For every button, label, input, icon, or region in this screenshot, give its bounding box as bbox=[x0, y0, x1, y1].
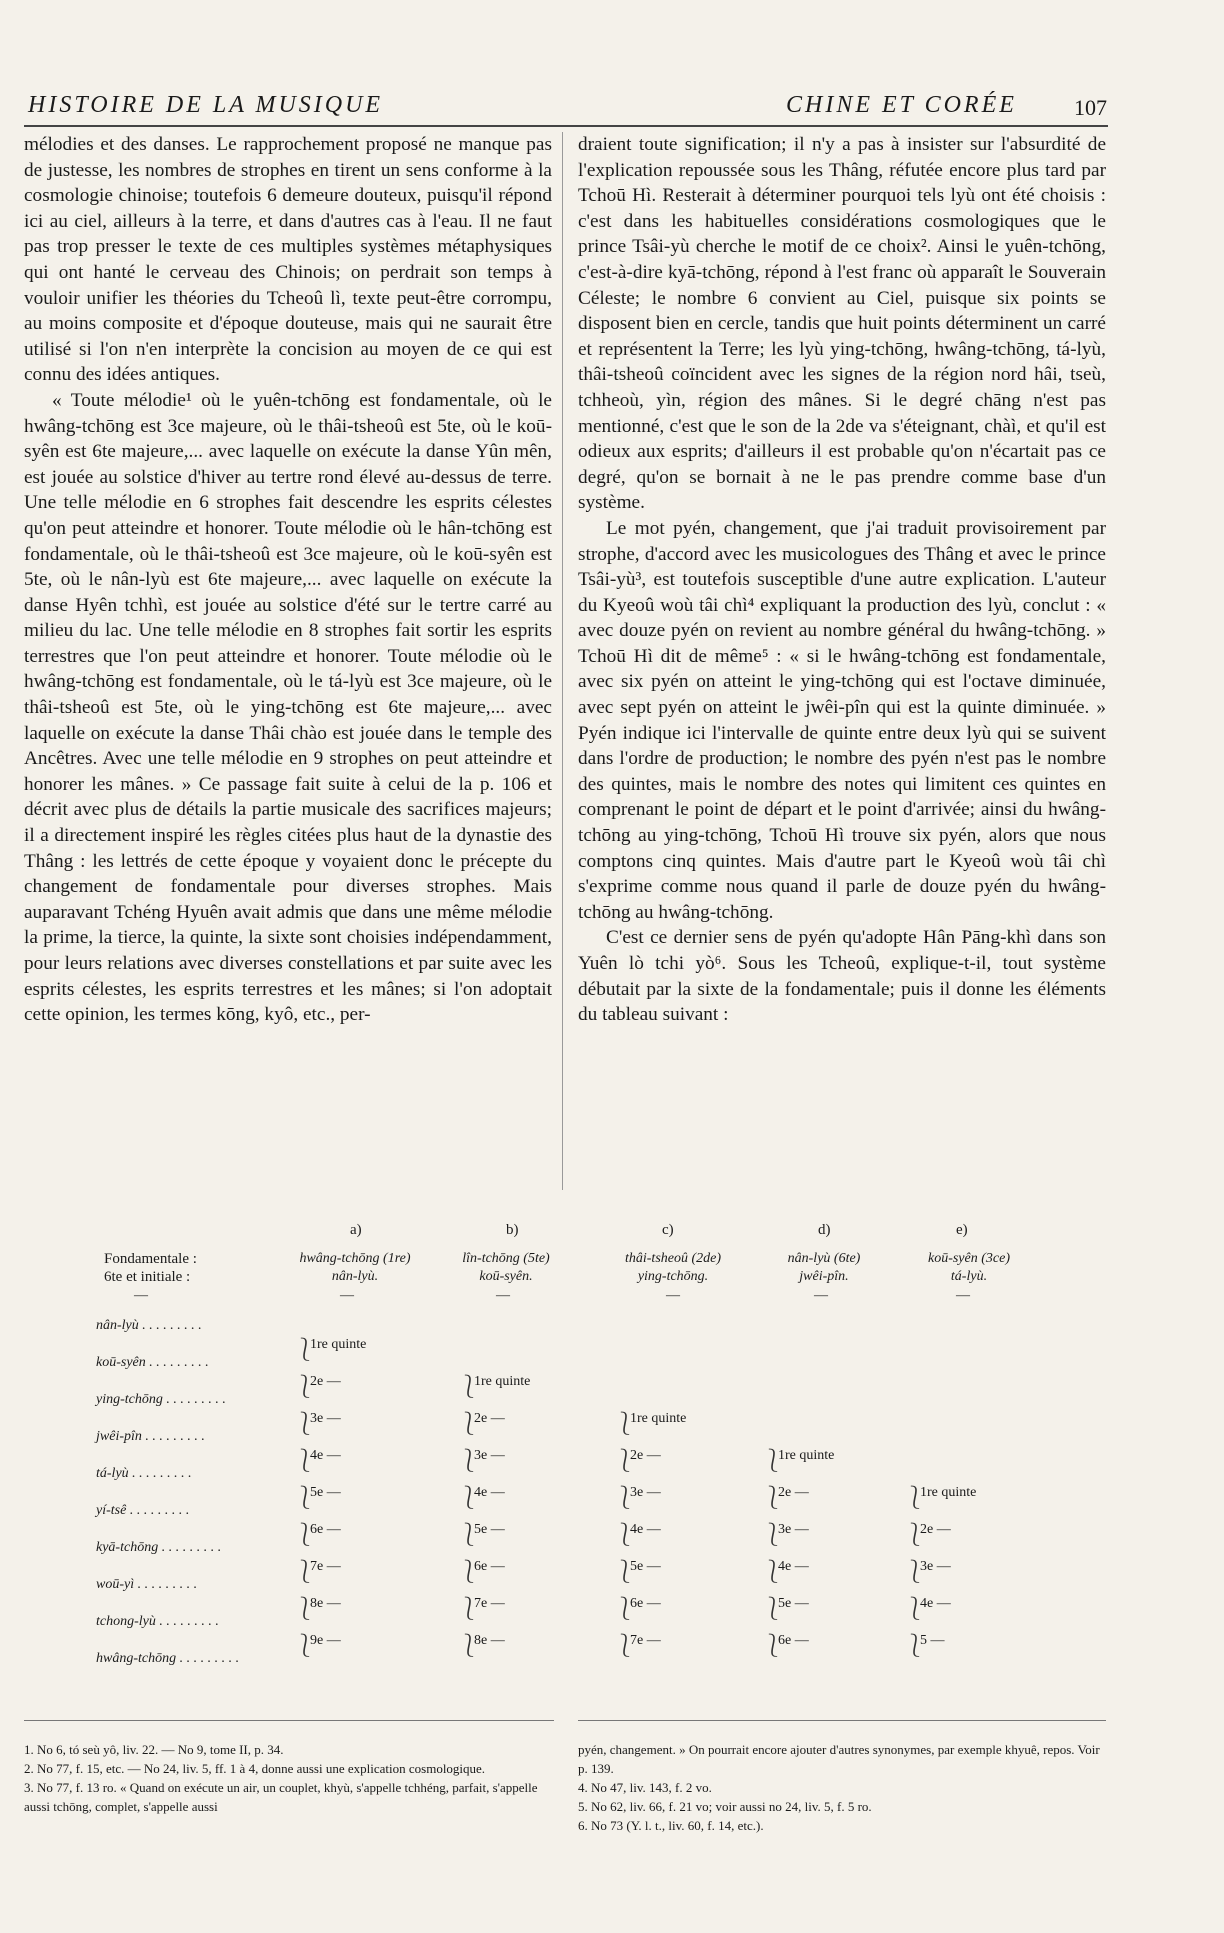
table-cell: 5e — bbox=[630, 1558, 661, 1574]
right-column bbox=[578, 132, 1106, 1028]
table-brace: ⎱ bbox=[614, 1410, 637, 1436]
header-dash: — bbox=[496, 1288, 510, 1303]
table-cell: 7e — bbox=[630, 1632, 661, 1648]
table-cell: 5e — bbox=[778, 1595, 809, 1611]
table-brace: ⎱ bbox=[294, 1373, 317, 1399]
table-row-label: hwâng-tchōng . . . . . . . . . bbox=[96, 1651, 240, 1666]
table-cell: 6e — bbox=[630, 1595, 661, 1611]
table-row-label: tá-lyù . . . . . . . . . bbox=[96, 1466, 192, 1481]
header-dash: — bbox=[956, 1288, 970, 1303]
header-dash: — bbox=[666, 1288, 680, 1303]
table-cell: 3e — bbox=[778, 1521, 809, 1537]
table-brace: ⎱ bbox=[614, 1632, 637, 1658]
page-number: 107 bbox=[1074, 95, 1107, 120]
table-brace: ⎱ bbox=[762, 1632, 785, 1658]
footnotes-right bbox=[578, 1740, 1106, 1835]
column-head-e-line-1: koū-syên (3ce) bbox=[927, 1251, 1010, 1266]
column-head-a bbox=[280, 1250, 430, 1286]
footnote-rule-left bbox=[24, 1720, 554, 1721]
table-cell: 1re quinte bbox=[630, 1410, 687, 1426]
column-head-b bbox=[436, 1250, 576, 1286]
table-cell: 3e — bbox=[630, 1484, 661, 1500]
table-row-label: jwêi-pîn . . . . . . . . . bbox=[96, 1429, 205, 1444]
table-cell: 3e — bbox=[474, 1447, 505, 1463]
header-dash: — bbox=[134, 1288, 148, 1303]
table-brace: ⎱ bbox=[458, 1484, 481, 1510]
right-paragraph-2: Le mot pyén, changement, que j'ai traduit provisoirement par strophe, d'accord avec les musicologues des Thâng et avec le prince Tsâi-yù³, est toutefois susceptible d'une autre explication. L'auteur du Kyeoû woù tâi chì⁴ expliquant la production des lyù, conclut : « avec douze pyén on revient au nombre général du hwâng-tchōng. » Tchoū Hì dit de même⁵ : « si le hwâng-tchōng est fondamentale, avec six pyén on atteint le ying-tchōng qui est l'octave diminuée, avec sept pyén on atteint le jwêi-pîn qui est la quinte diminuée. » Pyén indique ici l'intervalle de quinte entre deux lyù qui se suivent dans l'ordre de production; le nombre des pyén n'est pas le nombre des quintes, mais le nombre des notes qui limitent ces quintes en comprenant le point de départ et le point d'arrivée; ainsi du hwâng-tchōng au ying-tchōng, Tchoū Hì trouve six pyén, alors que nous comptons cinq quintes. Mais d'autre part le Kyeoû woù tâi chì s'exprime comme nous quand il parle de douze pyén du hwâng-tchōng au hwâng-tchōng. bbox=[578, 517, 1106, 923]
footnotes-left bbox=[24, 1740, 554, 1816]
table-cell: 9e — bbox=[310, 1632, 341, 1648]
table-brace: ⎱ bbox=[904, 1632, 927, 1658]
table-brace: ⎱ bbox=[294, 1595, 317, 1621]
footnote-1: 1. No 6, tó seù yô, liv. 22. — No 9, tome II, p. 34. bbox=[24, 1742, 284, 1757]
left-paragraph-1: mélodies et des danses. Le rapprochement proposé ne manque pas de justesse, les nombres de strophes en tirent un sens conforme à la cosmologie chinoise; toutefois 6 demeure douteux, puisqu'il répond ici au ciel, ailleurs à la terre, et dans d'autres cas à l'eau. Il ne faut pas trop presser le texte de ces multiples systèmes métaphysiques qui ont hanté le cerveau des Chinois; on perdrait son temps à vouloir unifier les théories du Tcheoû lì, texte peut-être corrompu, au moins composite et d'époque douteuse, mais qui ne saurait être utilisé si l'on n'en interprète la concision au moyen de ce qui est connu des idées antiques. bbox=[24, 134, 552, 386]
table-cell: 3e — bbox=[920, 1558, 951, 1574]
table-brace: ⎱ bbox=[904, 1595, 927, 1621]
fundamental-label-line-1: Fondamentale : bbox=[104, 1251, 197, 1267]
table-cell: 6e — bbox=[310, 1521, 341, 1537]
table-cell: 3e — bbox=[310, 1410, 341, 1426]
footnote-4: 4. No 47, liv. 143, f. 2 vo. bbox=[578, 1780, 712, 1795]
table-brace: ⎱ bbox=[458, 1373, 481, 1399]
table-brace: ⎱ bbox=[762, 1521, 785, 1547]
table-brace: ⎱ bbox=[762, 1558, 785, 1584]
column-head-c-line-1: thâi-tsheoû (2de) bbox=[624, 1251, 722, 1266]
table-cell: 5e — bbox=[474, 1521, 505, 1537]
table-brace: ⎱ bbox=[458, 1521, 481, 1547]
right-paragraph-1: draient toute signification; il n'y a pas à insister sur l'absurdité de l'explication repoussée sous les Thâng, réfutée encore plus tard par Tchoū Hì. Resterait à déterminer pourquoi tels lyù ont été choisis : c'est dans les habituelles considérations cosmologiques que le prince Tsâi-yù cherche le motif de ce choix². Ainsi le yuên-tchōng, c'est-à-dire kyā-tchōng, répond à l'est franc où apparaît le Souverain Céleste; le nombre 6 convient au Ciel, puisque six points se disposent bien en cercle, tandis que huit points déterminent un carré et représentent la Terre; les lyù ying-tchōng, hwâng-tchōng, tá-lyù, thâi-tsheoû coïncident avec les signes de la région nord hâi, tseù, tchheoù, yìn, région des mânes. Si le degré chāng n'est pas mentionné, c'est que le son de la 2de va s'éteignant, chàì, et qu'il est odieux aux esprits; d'ailleurs il est probable qu'on n'écartait pas ce degré, qu'on se bornait à ne le pas prendre comme base d'un système. bbox=[578, 134, 1106, 514]
header-dash: — bbox=[814, 1288, 828, 1303]
fundamental-label bbox=[104, 1250, 197, 1286]
column-letter-a: a) bbox=[350, 1222, 362, 1238]
table-cell: 1re quinte bbox=[920, 1484, 977, 1500]
table-brace: ⎱ bbox=[614, 1447, 637, 1473]
table-brace: ⎱ bbox=[294, 1447, 317, 1473]
table-cell: 6e — bbox=[474, 1558, 505, 1574]
table-cell: 2e — bbox=[630, 1447, 661, 1463]
table-brace: ⎱ bbox=[458, 1558, 481, 1584]
footnote-3: 3. No 77, f. 13 ro. « Quand on exécute un air, un couplet, khyù, s'appelle tchhéng, parfait, s'appelle aussi tchōng, complet, s'appelle aussi bbox=[24, 1780, 538, 1814]
table-row-label: kyā-tchōng . . . . . . . . . bbox=[96, 1540, 222, 1555]
table-brace: ⎱ bbox=[762, 1595, 785, 1621]
table-brace: ⎱ bbox=[904, 1484, 927, 1510]
table-cell: 6e — bbox=[778, 1632, 809, 1648]
table-cell: 1re quinte bbox=[778, 1447, 835, 1463]
table-brace: ⎱ bbox=[614, 1521, 637, 1547]
column-separator bbox=[562, 132, 563, 1190]
footnote-5: 5. No 62, liv. 66, f. 21 vo; voir aussi no 24, liv. 5, f. 5 ro. bbox=[578, 1799, 872, 1814]
footnote-3-cont: pyén, changement. » On pourrait encore ajouter d'autres synonymes, par exemple khyuê, repos. Voir p. 139. bbox=[578, 1742, 1100, 1776]
left-paragraph-2: « Toute mélodie¹ où le yuên-tchōng est fondamentale, où le hwâng-tchōng est 3ce majeure, où le thâi-tsheoû est 5te, où le koū-syên est 6te majeure,... avec laquelle on exécute la danse Yûn mên, est jouée au solstice d'hiver au tertre rond élevé au-dessus de terre. Une telle mélodie en 6 strophes fait descendre les esprits célestes qu'on peut atteindre et honorer. Toute mélodie où le hân-tchōng est fondamentale, où le thâi-tsheoû est 3ce majeure, où le koū-syên est 5te, où le nân-lyù est 6te majeure,... avec laquelle on exécute la danse Hyên tchhì, est jouée au solstice d'été sur le tertre carré au milieu du lac. Une telle mélodie en 8 strophes fait sortir les esprits terrestres que l'on peut atteindre et honorer. Toute mélodie où le hwâng-tchōng est fondamentale, où le tá-lyù est 3ce majeure, où le thâi-tsheoû est 5te, où le ying-tchōng est 6te majeure,... avec laquelle on exécute la danse Thâi chào est jouée dans le temple des Ancêtres. Avec une telle mélodie en 9 strophes on peut atteindre et honorer les mânes. » Ce passage fait suite à celui de la p. 106 et décrit avec plus de détails la partie musicale des sacrifices majeurs; il a directement inspiré les règles citées plus haut de la dynastie des Thâng : les lettrés de cette époque y voyaient donc le précepte du changement de fondamentale pour diverses strophes. Mais auparavant Tchéng Hyuên avait admis que dans une même mélodie la prime, la tierce, la quinte, la sixte sont choisies indépendamment, pour leurs relations avec diverses constellations et par suite avec les esprits célestes, les esprits terrestres et les mânes; si l'on adoptait cette opinion, les termes kōng, kyô, etc., per- bbox=[24, 389, 552, 1026]
table-row-label: woū-yì . . . . . . . . . bbox=[96, 1577, 198, 1592]
column-letter-e: e) bbox=[956, 1222, 968, 1238]
table-brace: ⎱ bbox=[294, 1336, 317, 1362]
table-cell: 8e — bbox=[310, 1595, 341, 1611]
footnote-rule-right bbox=[578, 1720, 1106, 1721]
column-head-d-line-2: jwêi-pîn. bbox=[799, 1269, 849, 1284]
running-header-right: CHINE ET CORÉE bbox=[786, 92, 1017, 118]
table-brace: ⎱ bbox=[294, 1521, 317, 1547]
table-row-label: yí-tsê . . . . . . . . . bbox=[96, 1503, 190, 1518]
table-brace: ⎱ bbox=[458, 1632, 481, 1658]
table-cell: 4e — bbox=[310, 1447, 341, 1463]
column-head-d-line-1: nân-lyù (6te) bbox=[787, 1251, 861, 1266]
table-brace: ⎱ bbox=[294, 1558, 317, 1584]
table-brace: ⎱ bbox=[458, 1447, 481, 1473]
table-brace: ⎱ bbox=[762, 1484, 785, 1510]
table-cell: 1re quinte bbox=[474, 1373, 531, 1389]
column-head-b-line-1: lîn-tchōng (5te) bbox=[462, 1251, 550, 1266]
column-head-e-line-2: tá-lyù. bbox=[950, 1269, 988, 1284]
table-row-label: tchong-lyù . . . . . . . . . bbox=[96, 1614, 219, 1629]
table-row-label: nân-lyù . . . . . . . . . bbox=[96, 1318, 202, 1333]
footnote-6: 6. No 73 (Y. l. t., liv. 60, f. 14, etc.). bbox=[578, 1818, 764, 1833]
quintes-table bbox=[24, 1218, 1108, 1698]
table-cell: 4e — bbox=[474, 1484, 505, 1500]
table-cell: 2e — bbox=[920, 1521, 951, 1537]
table-cell: 2e — bbox=[778, 1484, 809, 1500]
table-row-label: ying-tchōng . . . . . . . . . bbox=[96, 1392, 226, 1407]
table-cell: 4e — bbox=[630, 1521, 661, 1537]
table-brace: ⎱ bbox=[294, 1632, 317, 1658]
header-dash: — bbox=[340, 1288, 354, 1303]
table-brace: ⎱ bbox=[762, 1447, 785, 1473]
column-head-c bbox=[598, 1250, 748, 1286]
table-cell: 5 — bbox=[920, 1632, 945, 1648]
table-brace: ⎱ bbox=[614, 1558, 637, 1584]
column-head-a-line-1: hwâng-tchōng (1re) bbox=[299, 1251, 411, 1266]
table-brace: ⎱ bbox=[614, 1595, 637, 1621]
table-cell: 4e — bbox=[920, 1595, 951, 1611]
column-head-a-line-2: nân-lyù. bbox=[331, 1269, 379, 1284]
column-letter-b: b) bbox=[506, 1222, 519, 1238]
table-cell: 2e — bbox=[310, 1373, 341, 1389]
column-head-d bbox=[764, 1250, 884, 1286]
footnote-2: 2. No 77, f. 15, etc. — No 24, liv. 5, ff. 1 à 4, donne aussi une explication cosmologique. bbox=[24, 1761, 486, 1776]
table-cell: 1re quinte bbox=[310, 1336, 367, 1352]
table-brace: ⎱ bbox=[904, 1521, 927, 1547]
table-brace: ⎱ bbox=[294, 1410, 317, 1436]
table-cell: 2e — bbox=[474, 1410, 505, 1426]
table-brace: ⎱ bbox=[458, 1410, 481, 1436]
column-head-b-line-2: koū-syên. bbox=[479, 1269, 533, 1284]
table-brace: ⎱ bbox=[458, 1595, 481, 1621]
table-cell: 8e — bbox=[474, 1632, 505, 1648]
left-column bbox=[24, 132, 552, 1028]
table-cell: 4e — bbox=[778, 1558, 809, 1574]
column-letter-d: d) bbox=[818, 1222, 831, 1238]
right-paragraph-3: C'est ce dernier sens de pyén qu'adopte Hân Pāng-khì dans son Yuên lò tchi yò⁶. Sous les Tcheoû, explique-t-il, tout système débutait par la sixte de la fondamentale; puis il donne les éléments du tableau suivant : bbox=[578, 927, 1106, 1026]
column-head-c-line-2: ying-tchōng. bbox=[637, 1269, 709, 1284]
table-cell: 5e — bbox=[310, 1484, 341, 1500]
table-cell: 7e — bbox=[310, 1558, 341, 1574]
table-row-label: koū-syên . . . . . . . . . bbox=[96, 1355, 209, 1370]
header-rule bbox=[24, 125, 1108, 127]
fundamental-label-line-2: 6te et initiale : bbox=[104, 1269, 191, 1285]
table-brace: ⎱ bbox=[614, 1484, 637, 1510]
table-cell: 7e — bbox=[474, 1595, 505, 1611]
running-header-left: HISTOIRE DE LA MUSIQUE bbox=[28, 92, 384, 118]
column-head-e bbox=[904, 1250, 1034, 1286]
table-brace: ⎱ bbox=[294, 1484, 317, 1510]
table-brace: ⎱ bbox=[904, 1558, 927, 1584]
column-letter-c: c) bbox=[662, 1222, 674, 1238]
